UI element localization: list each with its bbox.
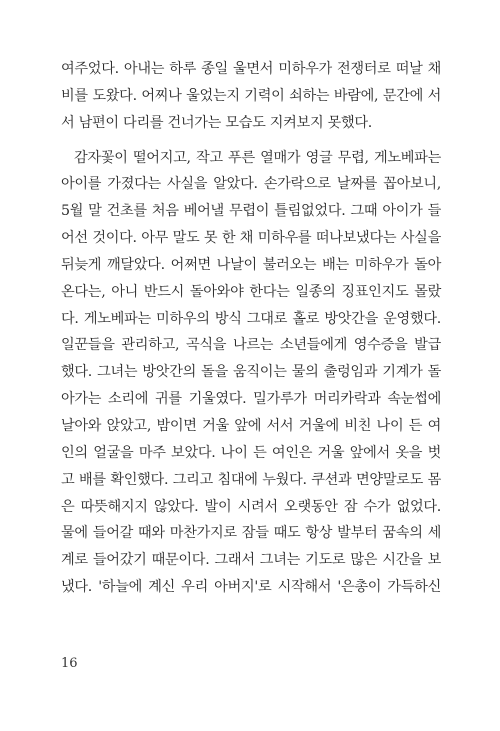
text-line: 서 남편이 다리를 건너가는 모습도 지켜보지 못했다. [61,114,372,131]
text-line: 감자꽃이 떨어지고, 작고 푸른 열매가 영글 무렵, 게노베파는 [74,149,441,166]
text-line: 5월 말 건초를 처음 베어낼 무렵이 틀림없었다. 그때 아이가 들 [61,203,441,220]
text-line: 일꾼들을 관리하고, 곡식을 나르는 소년들에게 영수증을 발급 [61,337,441,354]
body-text [61,56,441,601]
text-line: 은 따뜻해지지 않았다. 발이 시려서 오랫동안 잠 수가 없었다. [61,498,441,515]
text-line: 계로 들어갔기 때문이다. 그래서 그녀는 기도로 많은 시간을 보 [61,552,441,569]
paragraph-1 [61,56,441,137]
text-line: 인의 얼굴을 마주 보았다. 나이 든 여인은 거울 앞에서 옷을 벗 [61,444,441,461]
text-line: 뒤늦게 깨달았다. 어쩌면 나날이 불러오는 배는 미하우가 돌아 [61,256,441,273]
page-number: 16 [61,656,78,671]
text-line: 온다는, 아니 반드시 돌아와야 한다는 일종의 징표인지도 몰랐 [61,283,441,300]
text-line: 아이를 가졌다는 사실을 알았다. 손가락으로 날짜를 꼽아보니, [61,176,441,193]
text-line: 물에 들어갈 때와 마찬가지로 잠들 때도 항상 발부터 꿈속의 세 [61,525,441,542]
text-line: 아가는 소리에 귀를 기울였다. 밀가루가 머리카락과 속눈썹에 [61,391,441,408]
text-line: 고 배를 확인했다. 그리고 침대에 누웠다. 쿠션과 면양말로도 몸 [61,471,441,488]
text-line: 다. 게노베파는 미하우의 방식 그대로 홀로 방앗간을 운영했다. [61,310,441,327]
text-line: 여주었다. 아내는 하루 종일 울면서 미하우가 전쟁터로 떠날 채 [61,61,441,77]
text-line: 했다. 그녀는 방앗간의 돌을 움직이는 물의 출렁임과 기계가 돌 [61,364,441,381]
text-line: 날아와 앉았고, 밤이면 거울 앞에 서서 거울에 비친 나이 든 여 [61,417,441,434]
text-line: 비를 도왔다. 어찌나 울었는지 기력이 쇠하는 바람에, 문간에 서 [61,87,441,104]
paragraph-2 [61,145,441,601]
text-line: 어선 것이다. 아무 말도 못 한 채 미하우를 떠나보냈다는 사실을 [61,230,441,247]
text-line: 냈다. '하늘에 계신 우리 아버지'로 시작해서 '은총이 가득하신 [61,579,441,596]
